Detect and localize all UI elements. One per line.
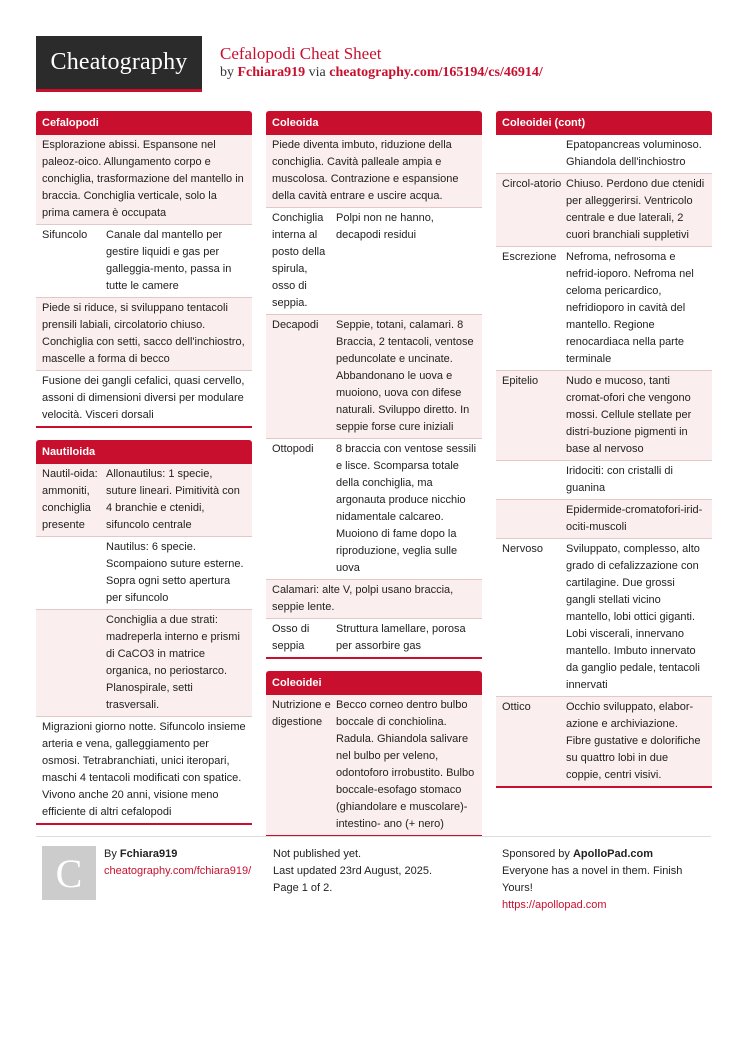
logo-text: Cheatography bbox=[50, 49, 188, 75]
section-row bbox=[496, 500, 712, 539]
row-text: Chiuso. Perdono due ctenidi per alleggerirsi. Ventricolo centrale e due laterali, 2 cuori branchiali suppletivi bbox=[566, 178, 705, 241]
row-label: Sifuncolo bbox=[42, 229, 88, 241]
section-row bbox=[266, 208, 482, 315]
row-text: Conchiglia a due strati: madreperla interno e prismi di CaCO3 in matrice organica, no periostarco. Planospirale, setti trasversali. bbox=[106, 614, 240, 711]
row-label: Nutrizione e digestione bbox=[272, 699, 331, 728]
row-text: Nefroma, nefrosoma e nefrid-ioporo. Nefroma nel celoma pericardico, nefridioporo in cavità del mantello. Regione renocardiaca nella parte terminale bbox=[566, 251, 694, 365]
footer-divider bbox=[36, 836, 711, 837]
section-row bbox=[496, 174, 712, 247]
section-row: Piede diventa imbuto, riduzione della conchiglia. Cavità palleale ampia e muscolosa. Contrazione e espansione della cavità entrare e uscire acqua. bbox=[266, 135, 482, 208]
section-row bbox=[266, 439, 482, 580]
row-label bbox=[502, 502, 566, 536]
row-text: Struttura lamellare, porosa per assorbire gas bbox=[336, 623, 466, 652]
row-label: Escrezione bbox=[502, 251, 557, 263]
section-nautiloida bbox=[36, 440, 252, 825]
section-row bbox=[496, 247, 712, 371]
last-updated: Last updated 23rd August, 2025. bbox=[273, 865, 433, 877]
section-coleoidei-cont bbox=[496, 111, 712, 788]
section-header: Coleoida bbox=[266, 111, 482, 135]
sponsor-tagline: Everyone has a novel in them. Finish Yours! bbox=[502, 865, 683, 894]
published-status: Not published yet. bbox=[273, 848, 362, 860]
section-row: Piede si riduce, si sviluppano tentacoli prensili labiali, circolatorio chiuso. Conchiglia con setti, sacco dell'inchiostro, mascelle a forma di becco bbox=[36, 298, 252, 371]
row-text: Nautilus: 6 specie. Scompaiono suture esterne. Sopra ogni setto apertura per sifuncolo bbox=[106, 541, 244, 604]
section-row bbox=[266, 315, 482, 439]
section-row bbox=[496, 539, 712, 697]
footer-status bbox=[273, 846, 432, 897]
row-text: Polpi non ne hanno, decapodi residui bbox=[336, 212, 434, 241]
avatar bbox=[42, 846, 96, 900]
section-row bbox=[36, 537, 252, 610]
section-row bbox=[36, 225, 252, 298]
sponsor-name[interactable]: ApolloPad.com bbox=[572, 848, 654, 860]
avatar-letter: C bbox=[55, 850, 83, 896]
section-row: Esplorazione abissi. Espansone nel paleoz-oico. Allungamento corpo e conchiglia, trasformazione del mantello in braccia. Conchiglia verticale, solo la prima camera è occupata bbox=[36, 135, 252, 225]
row-text: Epatopancreas voluminoso. Ghiandola dell'inchiostro bbox=[566, 139, 702, 168]
via-label: via bbox=[308, 65, 326, 80]
section-row: Fusione dei gangli cefalici, quasi cervello, assoni di dimensioni diversi per modulare velocità. Visceri dorsali bbox=[36, 371, 252, 426]
sponsor-url[interactable]: https://apollopad.com bbox=[502, 899, 607, 911]
section-coleoidei bbox=[266, 671, 482, 837]
section-header: Coleoidei bbox=[266, 671, 482, 695]
section-row bbox=[496, 461, 712, 500]
section-row bbox=[36, 610, 252, 717]
section-coleoida bbox=[266, 111, 482, 659]
byline bbox=[220, 65, 543, 81]
row-label bbox=[502, 137, 566, 171]
section-row bbox=[496, 697, 712, 786]
author-link[interactable]: Fchiara919 bbox=[237, 65, 306, 80]
sheet-url-link[interactable]: cheatography.com/165194/cs/46914/ bbox=[329, 65, 543, 80]
row-text: Sviluppato, complesso, alto grado di cefalizzazione con cartilagine. Due grossi gangli stellati vicino mantello, lobi ottici giganti. Lobi viscerali, innervano mantello. Imbuto innervato da ganglio pedale, tentacoli innervati bbox=[566, 543, 700, 691]
section-header: Nautiloida bbox=[36, 440, 252, 464]
section-row bbox=[266, 695, 482, 835]
row-label bbox=[42, 539, 106, 607]
row-text: Allonautilus: 1 specie, suture lineari. Pimitività con 4 branchie e ctenidi, sifuncolo centrale bbox=[106, 468, 240, 531]
row-label: Circol-atorio bbox=[502, 178, 562, 190]
column-1 bbox=[36, 111, 252, 837]
row-text: Canale dal mantello per gestire liquidi e gas per galleggia-mento, passa in tutte le camere bbox=[106, 229, 232, 292]
row-label bbox=[42, 612, 106, 714]
footer-by-label: By bbox=[104, 848, 117, 860]
page-number: Page 1 of 2. bbox=[273, 882, 333, 894]
footer-author-url[interactable]: cheatography.com/fchiara919/ bbox=[104, 865, 252, 877]
row-label bbox=[502, 463, 566, 497]
row-text: Becco corneo dentro bulbo boccale di conchiolina. Radula. Ghiandola salivare nel bulbo per veleno, odontoforo irrobustito. Bulbo boccale-esofago stomaco (ghiandolare e muscolare)- intestino- ano (+ nero) bbox=[336, 699, 475, 830]
row-label: Nautil-oida: ammoniti, conchiglia presente bbox=[42, 468, 98, 531]
section-header: Cefalopodi bbox=[36, 111, 252, 135]
section-row bbox=[36, 464, 252, 537]
row-label: Decapodi bbox=[272, 319, 319, 331]
by-label: by bbox=[220, 65, 234, 80]
footer-author bbox=[104, 846, 251, 880]
row-text: Nudo e mucoso, tanti cromat-ofori che vengono mossi. Cellule stellate per distri-buzione pigmenti in base al nervoso bbox=[566, 375, 692, 455]
row-text: Epidermide-cromatofori-irid-ociti-muscoli bbox=[566, 504, 703, 533]
row-label: Osso di seppia bbox=[272, 623, 310, 652]
row-text: Seppie, totani, calamari. 8 Braccia, 2 tentacoli, ventose peduncolate e uncinate. Abbandonano le uova e muoiono, uova con difese naturali. Sviluppo diretto. In seppie forse cure iniziali bbox=[336, 319, 474, 433]
footer-author-name[interactable]: Fchiara919 bbox=[119, 848, 178, 860]
column-2 bbox=[266, 111, 482, 849]
page-title: Cefalopodi Cheat Sheet bbox=[220, 44, 382, 63]
section-row: Migrazioni giorno notte. Sifuncolo insieme arteria e vena, galleggiamento per osmosi. Tetrabranchiati, unici iteropari, maschi 4 tentacoli modificati con spatice. Vivono anche 20 anni, visione meno efficiente di altri cefalopodi bbox=[36, 717, 252, 823]
row-label: Ottico bbox=[502, 701, 531, 713]
sponsored-label: Sponsored by bbox=[502, 848, 570, 860]
row-text: 8 braccia con ventose sessili e lisce. Scomparsa totale della conchiglia, ma argonauta produce nicchio nidamentale calcareo. Muoiono di fame dopo la riproduzione, veglia sulle uova bbox=[336, 443, 477, 574]
cheatography-logo[interactable] bbox=[36, 36, 202, 92]
row-text: Iridociti: con cristalli di guanina bbox=[566, 465, 673, 494]
row-label: Ottopodi bbox=[272, 443, 314, 455]
row-label: Nervoso bbox=[502, 543, 543, 555]
section-header: Coleoidei (cont) bbox=[496, 111, 712, 135]
column-3 bbox=[496, 111, 712, 800]
row-text: Occhio sviluppato, elabor-azione e archiviazione. Fibre gustative e dolorifiche su quattro lobi in due coppie, centri visivi. bbox=[566, 701, 701, 781]
footer-sponsor bbox=[502, 846, 712, 914]
row-label: Conchiglia interna al posto della spirula, osso di seppia. bbox=[272, 212, 326, 309]
section-cefalopodi bbox=[36, 111, 252, 428]
section-row bbox=[266, 619, 482, 657]
section-row: Calamari: alte V, polpi usano braccia, seppie lente. bbox=[266, 580, 482, 619]
row-label: Epitelio bbox=[502, 375, 539, 387]
section-row bbox=[496, 135, 712, 174]
section-row bbox=[496, 371, 712, 461]
